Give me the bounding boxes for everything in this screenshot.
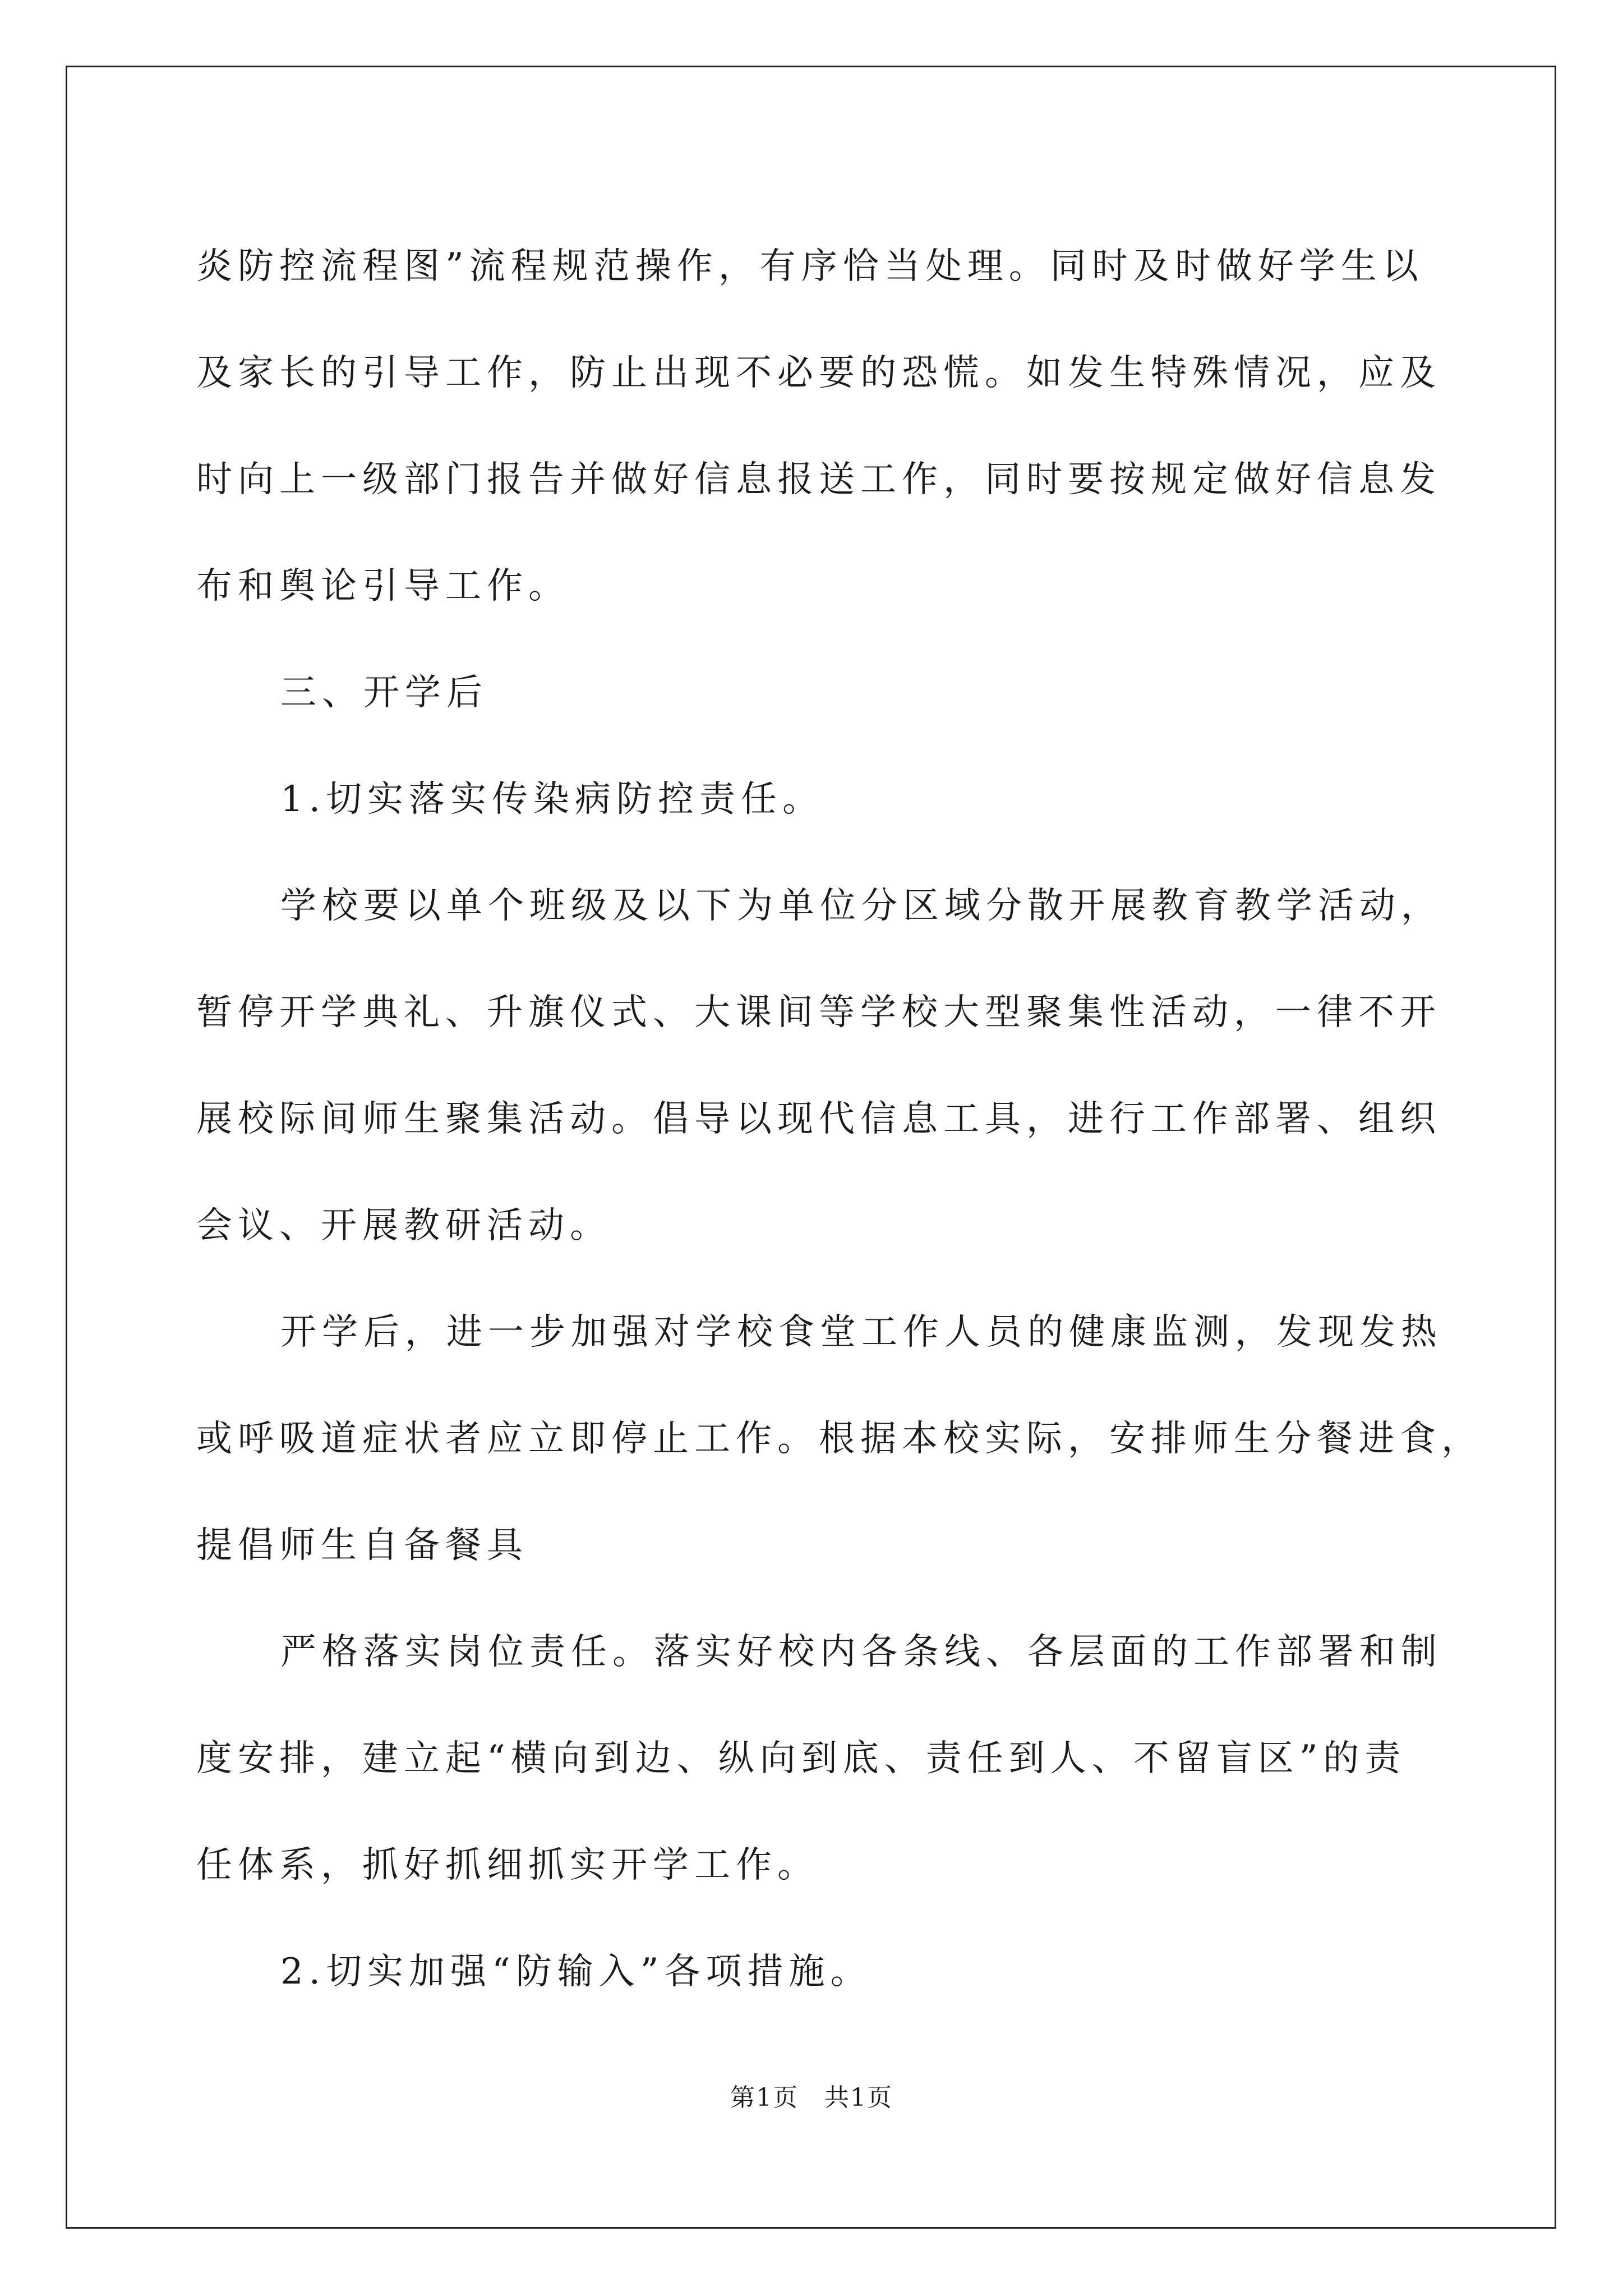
subsection-heading: 2.切实加强“防输入”各项措施。: [280, 1951, 872, 1993]
subsection-heading: 1.切实落实传染病防控责任。: [280, 779, 824, 820]
text-line: 或呼吸道症状者应立即停止工作。根据本校实际，安排师生分餐进食，: [196, 1418, 1483, 1460]
text-line: 严格落实岗位责任。落实好校内各条线、各层面的工作部署和制: [280, 1631, 1442, 1673]
text-line: 会议、开展教研活动。: [196, 1205, 611, 1246]
text-line: 布和舆论引导工作。: [196, 565, 570, 607]
text-line: 展校际间师生聚集活动。倡导以现代信息工具，进行工作部署、组织: [196, 1098, 1441, 1140]
page-number-footer: 第1页 共1页: [730, 2083, 893, 2112]
text-line: 暂停开学典礼、升旗仪式、大课间等学校大型聚集性活动，一律不开: [196, 992, 1441, 1033]
text-line: 时向上一级部门报告并做好信息报送工作，同时要按规定做好信息发: [196, 459, 1441, 500]
document-body: [196, 213, 1483, 2025]
text-line: 炎防控流程图”流程规范操作，有序恰当处理。同时及时做好学生以: [196, 246, 1424, 287]
text-line: 学校要以单个班级及以下为单位分区域分散开展教育教学活动，: [280, 885, 1442, 927]
text-line: 开学后，进一步加强对学校食堂工作人员的健康监测，发现发热: [280, 1312, 1442, 1353]
text-line: 提倡师生自备餐具: [196, 1525, 528, 1566]
text-line: 任体系，抓好抓细抓实开学工作。: [196, 1844, 819, 1886]
text-line: 及家长的引导工作，防止出现不必要的恐慌。如发生特殊情况，应及: [196, 352, 1441, 394]
text-line: 度安排，建立起“横向到边、纵向到底、责任到人、不留盲区”的责: [196, 1738, 1407, 1779]
section-heading: 三、开学后: [280, 672, 488, 714]
